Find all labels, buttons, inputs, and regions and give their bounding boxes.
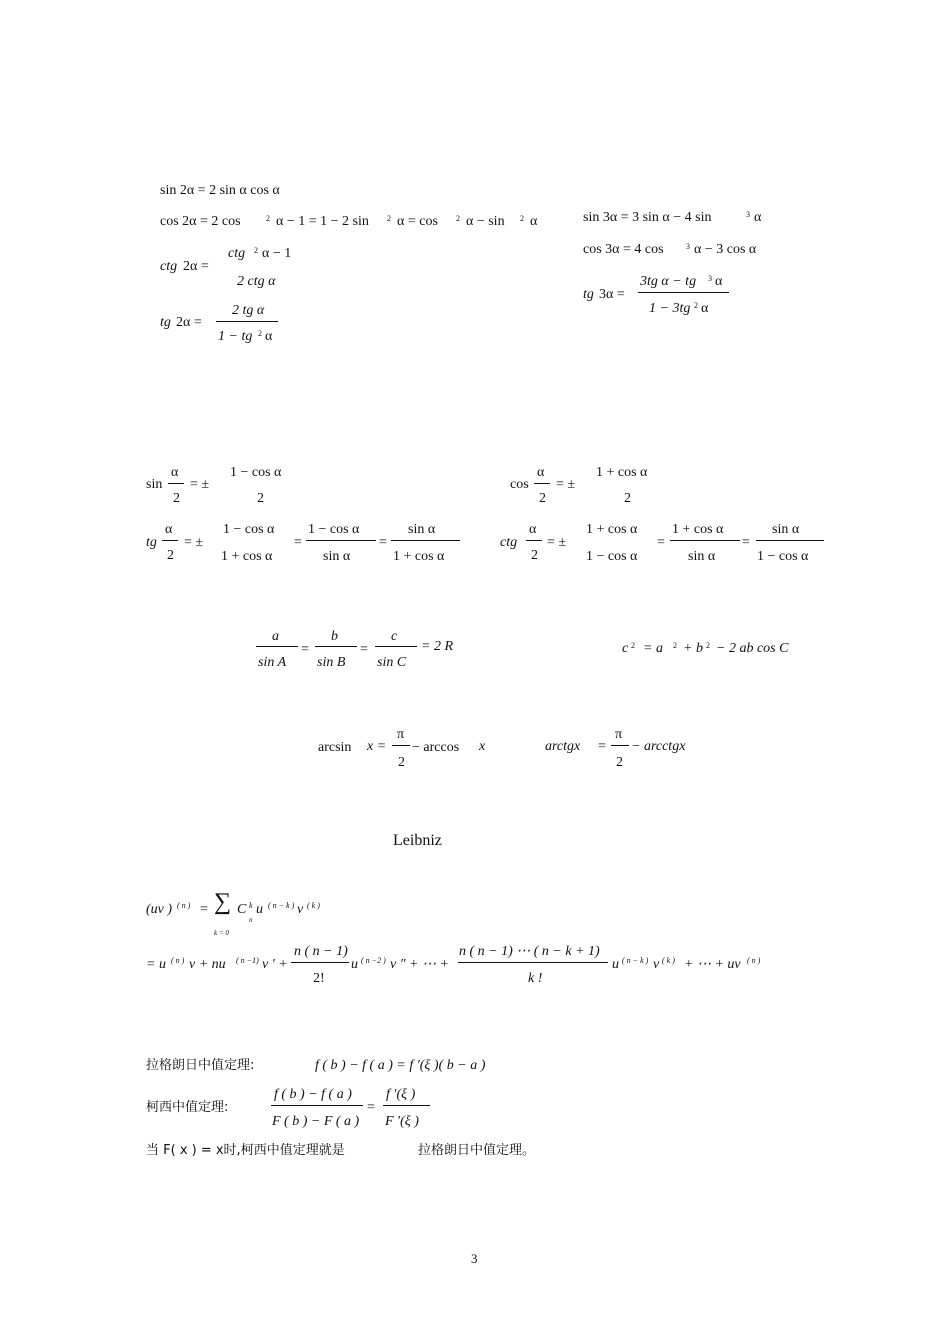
leibniz-C-k: k bbox=[249, 901, 253, 910]
cos-double-angle-part2: α − 1 = 1 − 2 sin bbox=[276, 214, 369, 229]
leibniz-uv: (uv ) bbox=[146, 902, 173, 917]
sin-double-angle: sin 2α = 2 sin α cos α bbox=[160, 183, 280, 198]
half-ctg-f1-numerator: 1 + cos α bbox=[586, 522, 638, 537]
half-cos-denominator: 2 bbox=[624, 491, 631, 506]
half-tg-two: 2 bbox=[167, 548, 174, 563]
half-ctg-eq3: = bbox=[742, 535, 750, 550]
cosines-c-exp: 2 bbox=[631, 641, 635, 650]
leibniz-sigma: ∑ bbox=[214, 889, 232, 915]
cos-triple-angle: cos 3α = 4 cos bbox=[583, 242, 664, 257]
half-ctg-eq: = ± bbox=[547, 535, 567, 550]
sines-b-bar bbox=[315, 646, 357, 647]
page-number: 3 bbox=[471, 1251, 478, 1266]
half-tg-lhs: tg bbox=[146, 535, 157, 550]
tg-triple-numerator-rest: α bbox=[715, 274, 723, 289]
lagrange-formula: f ( b ) − f ( a ) = f ′(ξ )( b − a ) bbox=[315, 1058, 486, 1073]
sin-triple-angle: sin 3α = 3 sin α − 4 sin bbox=[583, 210, 712, 225]
leibniz-l2-t4: v ″ + ⋯ + bbox=[390, 957, 449, 972]
half-cos-numerator: 1 + cos α bbox=[596, 465, 648, 480]
sines-c: c bbox=[391, 629, 398, 644]
ctg-double-lhs: ctg bbox=[160, 259, 178, 274]
leibniz-u: u bbox=[256, 902, 263, 917]
leibniz-l2-s4: ( n − k ) bbox=[622, 956, 649, 965]
half-ctg-angle-bar bbox=[526, 540, 542, 541]
cos-double-angle-exp1: 2 bbox=[266, 214, 270, 223]
leibniz-l2-t5: u bbox=[612, 957, 619, 972]
tg-triple-denominator-rest: α bbox=[701, 301, 709, 316]
half-tg-angle-bar bbox=[162, 540, 178, 541]
leibniz-l2-s5: ( k ) bbox=[662, 956, 675, 965]
half-tg-f1-denominator: 1 + cos α bbox=[221, 549, 273, 564]
half-tg-alpha: α bbox=[165, 522, 173, 537]
half-ctg-f3-numerator: sin α bbox=[772, 522, 800, 537]
leibniz-l2-s1: ( n ) bbox=[171, 956, 185, 965]
cauchy-numerator: f ( b ) − f ( a ) bbox=[274, 1087, 352, 1102]
sin-triple-rest: α bbox=[754, 210, 762, 225]
cosines-b-exp: 2 bbox=[706, 641, 710, 650]
half-sin-denominator: 2 bbox=[257, 491, 264, 506]
tg-double-denominator: 1 − tg bbox=[218, 329, 253, 344]
cauchy-right-numerator: f ′(ξ ) bbox=[386, 1087, 416, 1102]
half-ctg-eq2: = bbox=[657, 535, 665, 550]
leibniz-l2-s2: ( n −1) bbox=[236, 956, 259, 965]
leibniz-v-exp: ( k ) bbox=[307, 901, 320, 910]
cosines-c: c bbox=[622, 641, 629, 656]
half-tg-f3-bar bbox=[391, 540, 460, 541]
cos-double-angle-part5: α bbox=[530, 214, 538, 229]
cauchy-label: 柯西中值定理: bbox=[146, 1100, 229, 1115]
sines-sinC: sin C bbox=[377, 655, 407, 670]
half-ctg-f2-numerator: 1 + cos α bbox=[672, 522, 724, 537]
sines-eq1: = bbox=[301, 642, 309, 657]
arcsin-pi-bar bbox=[392, 745, 410, 746]
leibniz-l2-t1: v + nu bbox=[189, 957, 226, 972]
half-tg-eq: = ± bbox=[184, 535, 204, 550]
tg-double-denominator-exp: 2 bbox=[258, 329, 262, 338]
cos-double-angle-part3: α = cos bbox=[397, 214, 438, 229]
half-tg-f2-bar bbox=[306, 540, 376, 541]
half-sin-eq: = ± bbox=[190, 477, 210, 492]
tg-triple-arg: 3α = bbox=[599, 287, 625, 302]
cos-double-angle-exp3: 2 bbox=[456, 214, 460, 223]
half-ctg-f1-denominator: 1 − cos α bbox=[586, 549, 638, 564]
tg-double-lhs: tg bbox=[160, 315, 171, 330]
arctg-pi: π bbox=[615, 727, 623, 742]
tg-double-denominator-rest: α bbox=[265, 329, 273, 344]
leibniz-l2-t6: v bbox=[653, 957, 660, 972]
half-sin-two: 2 bbox=[173, 491, 180, 506]
cauchy-right-bar bbox=[383, 1105, 430, 1106]
leibniz-title: Leibniz bbox=[393, 832, 442, 849]
half-tg-eq3: = bbox=[379, 535, 387, 550]
leibniz-v: v bbox=[297, 902, 304, 917]
half-ctg-lhs: ctg bbox=[500, 535, 518, 550]
leibniz-l2-t7: + ⋯ + uv bbox=[684, 957, 741, 972]
cauchy-eq: = bbox=[367, 1100, 375, 1115]
cauchy-denominator: F ( b ) − F ( a ) bbox=[272, 1114, 360, 1129]
arctg-two: 2 bbox=[616, 755, 623, 770]
cosines-a-exp: 2 bbox=[673, 641, 677, 650]
cos-double-angle-exp4: 2 bbox=[520, 214, 524, 223]
cos-triple-rest: α − 3 cos α bbox=[694, 242, 757, 257]
leibniz-C: C bbox=[237, 902, 247, 917]
half-sin-angle-bar bbox=[168, 483, 184, 484]
half-sin-lhs: sin bbox=[146, 477, 163, 492]
half-tg-f3-denominator: 1 + cos α bbox=[393, 549, 445, 564]
sin-triple-exp: 3 bbox=[746, 210, 750, 219]
half-sin-alpha: α bbox=[171, 465, 179, 480]
lagrange-label: 拉格朗日中值定理: bbox=[146, 1058, 255, 1073]
leibniz-uv-n: ( n ) bbox=[177, 901, 191, 910]
arctg-eq: = bbox=[598, 739, 606, 754]
leibniz-f1-bar bbox=[291, 962, 349, 963]
half-tg-eq2: = bbox=[294, 535, 302, 550]
leibniz-l2-t3: u bbox=[351, 957, 358, 972]
cos-triple-exp: 3 bbox=[686, 242, 690, 251]
half-tg-f2-numerator: 1 − cos α bbox=[308, 522, 360, 537]
tg-triple-numerator: 3tg α − tg bbox=[640, 274, 697, 289]
tg-double-numerator: 2 tg α bbox=[232, 303, 265, 318]
half-tg-f3-numerator: sin α bbox=[408, 522, 436, 537]
leibniz-f2-numerator: n ( n − 1) ⋯ ( n − k + 1) bbox=[459, 944, 600, 959]
leibniz-u-exp: ( n − k ) bbox=[268, 901, 295, 910]
cosines-b: + b bbox=[683, 641, 703, 656]
tg-triple-numerator-exp: 3 bbox=[708, 274, 712, 283]
half-ctg-alpha: α bbox=[529, 522, 537, 537]
tg-triple-denominator: 1 − 3tg bbox=[649, 301, 691, 316]
leibniz-f2-bar bbox=[458, 962, 608, 963]
half-ctg-f2-denominator: sin α bbox=[688, 549, 716, 564]
arcsin-lhs: arcsin bbox=[318, 740, 352, 755]
half-tg-f2-denominator: sin α bbox=[323, 549, 351, 564]
sines-a-bar bbox=[256, 646, 298, 647]
sines-eq2: = bbox=[360, 642, 368, 657]
arcsin-x: x = bbox=[367, 739, 387, 754]
leibniz-eq: = bbox=[200, 902, 208, 917]
half-cos-alpha: α bbox=[537, 465, 545, 480]
cosines-rest: − 2 ab cos C bbox=[716, 641, 789, 656]
ctg-double-numerator-rest: α − 1 bbox=[262, 246, 292, 261]
ctg-double-denominator: 2 ctg α bbox=[237, 274, 276, 289]
half-ctg-two: 2 bbox=[531, 548, 538, 563]
tg-double-arg: 2α = bbox=[176, 315, 202, 330]
cos-double-angle-part4: α − sin bbox=[466, 214, 505, 229]
arctg-lhs: arctgx bbox=[545, 739, 581, 754]
leibniz-f1-denominator: 2! bbox=[313, 971, 325, 986]
leibniz-l2-start: = u bbox=[146, 957, 166, 972]
arcsin-pi: π bbox=[397, 727, 405, 742]
half-cos-eq: = ± bbox=[556, 477, 576, 492]
half-cos-angle-bar bbox=[534, 483, 550, 484]
sines-sinA: sin A bbox=[258, 655, 287, 670]
ctg-double-numerator: ctg bbox=[228, 246, 246, 261]
ctg-double-numerator-exp: 2 bbox=[254, 246, 258, 255]
leibniz-sum-lower: k = 0 bbox=[214, 929, 229, 937]
arctg-rest: − arcctgx bbox=[631, 739, 686, 754]
tg-triple-denominator-exp: 2 bbox=[694, 301, 698, 310]
sines-rhs: = 2 R bbox=[421, 639, 453, 654]
half-ctg-f3-denominator: 1 − cos α bbox=[757, 549, 809, 564]
ctg-double-arg: 2α = bbox=[183, 259, 209, 274]
cauchy-right-denominator: F ′(ξ ) bbox=[385, 1114, 419, 1129]
leibniz-C-n: n bbox=[249, 916, 253, 924]
cos-double-angle-part1: cos 2α = 2 cos bbox=[160, 214, 241, 229]
half-sin-numerator: 1 − cos α bbox=[230, 465, 282, 480]
sines-sinB: sin B bbox=[317, 655, 346, 670]
cosines-a: = a bbox=[643, 641, 663, 656]
half-tg-f1-numerator: 1 − cos α bbox=[223, 522, 275, 537]
half-cos-two: 2 bbox=[539, 491, 546, 506]
leibniz-l2-t2: v ′ + bbox=[262, 957, 288, 972]
cos-double-angle-exp2: 2 bbox=[387, 214, 391, 223]
arctg-pi-bar bbox=[611, 745, 629, 746]
sines-a: a bbox=[272, 629, 279, 644]
half-ctg-f3-bar bbox=[756, 540, 824, 541]
leibniz-l2-s3: ( n −2 ) bbox=[361, 956, 386, 965]
half-ctg-f2-bar bbox=[670, 540, 740, 541]
tg-double-fraction-bar bbox=[216, 321, 278, 322]
leibniz-l2-s6: ( n ) bbox=[747, 956, 761, 965]
tg-triple-fraction-bar bbox=[638, 292, 729, 293]
note-part2: 拉格朗日中值定理。 bbox=[418, 1143, 536, 1158]
leibniz-f2-denominator: k ! bbox=[528, 971, 543, 986]
half-cos-lhs: cos bbox=[510, 477, 529, 492]
sines-c-bar bbox=[375, 646, 417, 647]
arcsin-rest: − arccos bbox=[412, 740, 460, 755]
arcsin-x2: x bbox=[479, 739, 486, 754]
cauchy-left-bar bbox=[271, 1105, 363, 1106]
arcsin-two: 2 bbox=[398, 755, 405, 770]
sines-b: b bbox=[331, 629, 338, 644]
tg-triple-lhs: tg bbox=[583, 287, 594, 302]
note-part1: 当 F( x ) = x时,柯西中值定理就是 bbox=[146, 1143, 345, 1158]
leibniz-f1-numerator: n ( n − 1) bbox=[294, 944, 348, 959]
